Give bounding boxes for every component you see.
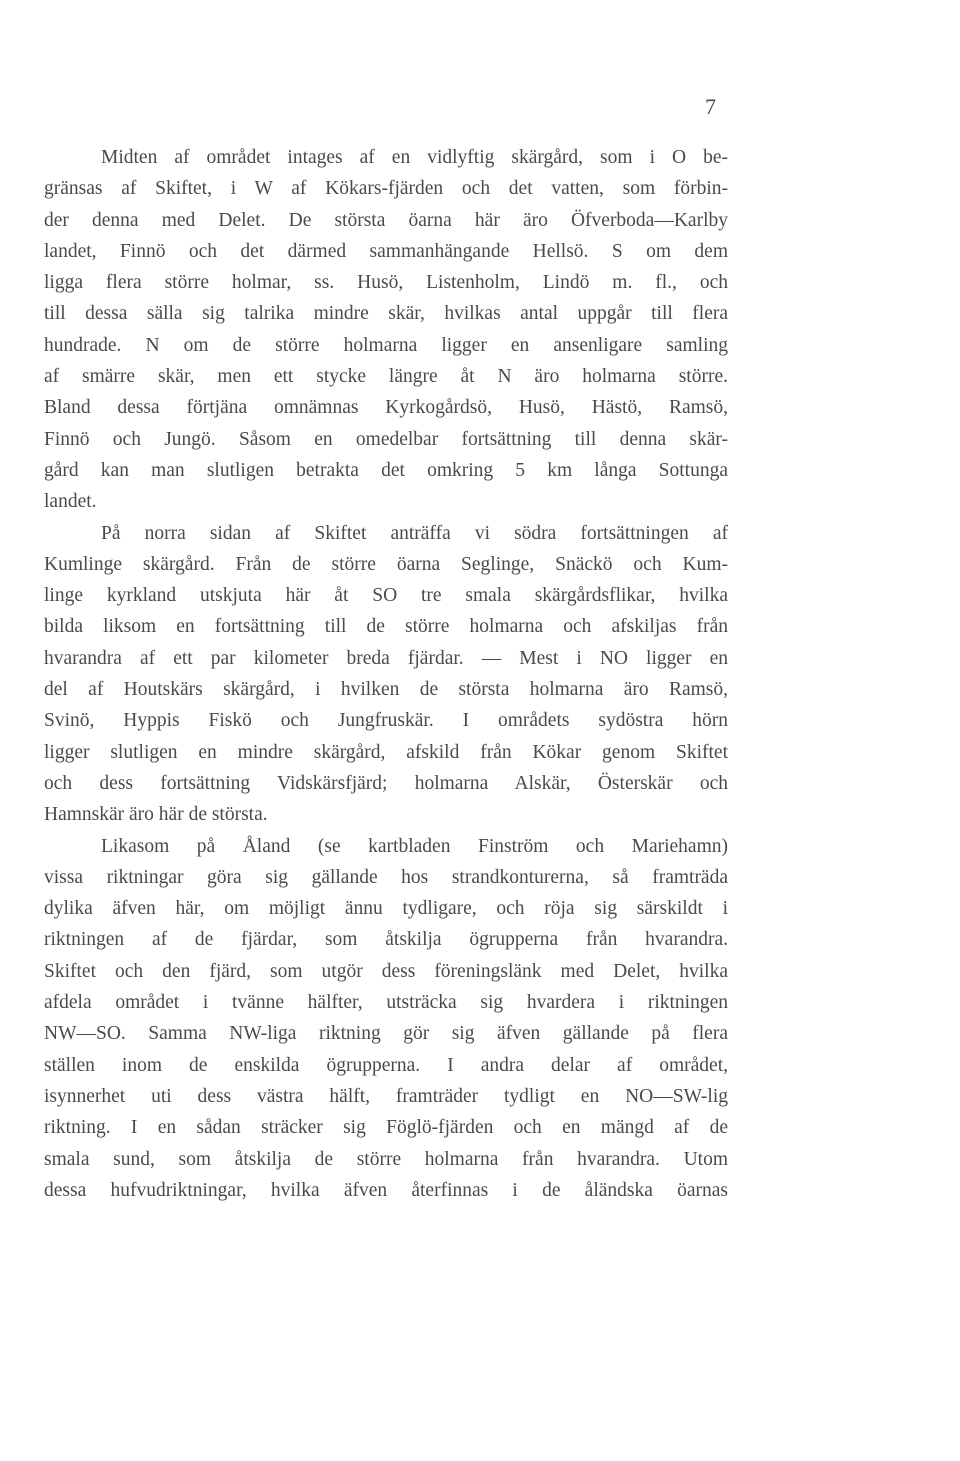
text-line: Bland dessa förtjäna omnämnas Kyrkogårdsö, Husö, Hästö, Ramsö, xyxy=(44,397,728,419)
text-line: del af Houtskärs skärgård, i hvilken de största holmarna äro Ramsö, xyxy=(44,679,728,701)
text-line: bilda liksom en fortsättning till de större holmarna och afskiljas från xyxy=(44,616,728,638)
text-line: ställen inom de enskilda ögrupperna. I andra delar af området, xyxy=(44,1054,728,1076)
text-line: Midten af området intages af en vidlyftig skärgård, som i O be- xyxy=(101,147,728,168)
text-line: riktning. I en sådan sträcker sig Föglö-fjärden och en mängd af de xyxy=(44,1117,728,1139)
text-line: dessa hufvudriktningar, hvilka äfven återfinnas i de åländska öarnas xyxy=(44,1179,728,1201)
text-line: gränsas af Skiftet, i W af Kökars-fjärden och det vatten, som förbin- xyxy=(44,178,728,200)
text-line: gård kan man slutligen betrakta det omkring 5 km långa Sottunga xyxy=(44,459,728,481)
page-number: 7 xyxy=(705,94,716,119)
text-line: smala sund, som åtskilja de större holmarna från hvarandra. Utom xyxy=(44,1148,728,1170)
text-line: Hamnskär äro här de största. xyxy=(44,804,268,826)
text-line: Finnö och Jungö. Såsom en omedelbar fortsättning till denna skär- xyxy=(44,428,728,450)
text-line: Likasom på Åland (se kartbladen Finström och Mariehamn) xyxy=(101,835,728,857)
text-line: NW—SO. Samma NW-liga riktning gör sig äfven gällande på flera xyxy=(44,1023,728,1045)
text-line: Svinö, Hyppis Fiskö och Jungfruskär. I områdets sydöstra hörn xyxy=(44,710,728,732)
text-line: hundrade. N om de större holmarna ligger en ansenligare samling xyxy=(44,334,728,356)
text-line: ligger slutligen en mindre skärgård, afskild från Kökar genom Skiftet xyxy=(44,741,728,763)
text-line: hvarandra af ett par kilometer breda fjärdar. — Mest i NO ligger en xyxy=(44,647,728,669)
text-line: af smärre skär, men ett stycke längre åt N äro holmarna större. xyxy=(44,366,728,388)
text-line: ligga flera större holmar, ss. Husö, Listenholm, Lindö m. fl., och xyxy=(44,272,728,294)
text-line: dylika äfven här, om möjligt ännu tydligare, och röja sig särskildt i xyxy=(44,898,728,920)
text-line: landet, Finnö och det därmed sammanhängande Hellsö. S om dem xyxy=(44,240,728,262)
text-line: der denna med Delet. De största öarna här äro Öfverboda—Karlby xyxy=(44,209,728,231)
text-line: linge kyrkland utskjuta här åt SO tre smala skärgårdsflikar, hvilka xyxy=(44,585,728,607)
text-line: vissa riktningar göra sig gällande hos strandkonturerna, så framträda xyxy=(44,866,728,888)
text-line: Kumlinge skärgård. Från de större öarna Seglinge, Snäckö och Kum- xyxy=(44,553,728,575)
text-line: riktningen af de fjärdar, som åtskilja ögrupperna från hvarandra. xyxy=(44,929,728,951)
text-line: och dess fortsättning Vidskärsfjärd; holmarna Alskär, Österskär och xyxy=(44,772,728,794)
text-line: afdela området i tvänne hälfter, utsträcka sig hvardera i riktningen xyxy=(44,992,728,1014)
text-line: Skiftet och den fjärd, som utgör dess föreningslänk med Delet, hvilka xyxy=(44,960,728,982)
text-line: landet. xyxy=(44,491,97,513)
text-line: till dessa sälla sig talrika mindre skär, hvilkas antal uppgår till flera xyxy=(44,303,728,325)
text-line: På norra sidan af Skiftet anträffa vi södra fortsättningen af xyxy=(101,522,728,544)
text-line: isynnerhet uti dess västra hälft, framträder tydligt en NO—SW-lig xyxy=(44,1085,728,1107)
body-text xyxy=(44,142,728,1206)
